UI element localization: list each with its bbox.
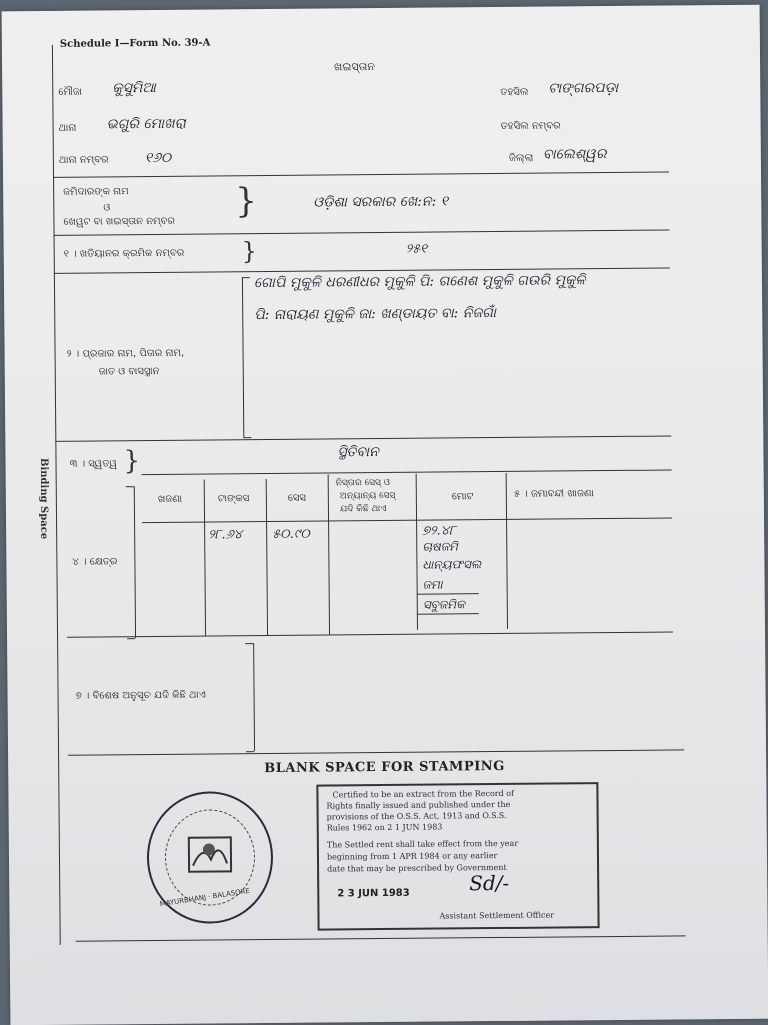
col-sep-3 <box>328 474 330 634</box>
tenant-value-line-1: ଗୋପି ମୁକୁଳି ଧରଣୀଧର ମୁକୁଳି ପି: ଗଣେଶ ମୁକୁଳି ଗଉରି ମୁକୁଳି <box>253 272 586 292</box>
round-seal <box>146 791 273 924</box>
col-sep-5 <box>506 473 508 629</box>
cert-line-4: Rules 1962 on 2 1 JUN 1983 <box>326 822 443 833</box>
brace-status: } <box>123 446 141 477</box>
cell-col-5-line-2: ଚାଷଜମି <box>422 539 459 554</box>
cert-line-1: Certified to be an extract from the Record of <box>332 788 515 800</box>
landlord-label-line-3: ଖେୱଟ ବା ଖଇସ୍ତାନ ନମ୍ବର <box>63 215 176 228</box>
brace-landlord: } <box>235 181 258 222</box>
cert-line-3: provisions of the O.S.S. Act, 1913 and O.S.S. <box>326 810 507 822</box>
rule-table-bottom <box>67 631 673 637</box>
mouza-value: କୁସୁମିଆ <box>112 79 156 97</box>
area-bracket <box>134 486 136 638</box>
seal-text: MAYURBHANJ · BALASORE <box>159 886 251 909</box>
thana-number-value: ୧୬୦ <box>144 149 172 167</box>
brace-khata: } <box>241 237 258 266</box>
col-header-6: ୫ । ଜମାବନ୍ଦୀ ଖାଜଣା <box>513 488 594 500</box>
tenant-label-line-2: ଜାତ ଓ ବାସସ୍ଥାନ <box>98 365 160 378</box>
cell-col-5-line-3: ଧାନ୍ୟଫସଲ <box>422 557 482 572</box>
remarks-bracket <box>253 643 255 751</box>
schedule-heading: Schedule I—Form No. 39-A <box>59 37 211 50</box>
area-label: ୪ । କ୍ଷେତ୍ର <box>72 556 118 568</box>
rule-landlord <box>54 230 670 236</box>
tenant-bracket-bottom <box>243 437 251 438</box>
tahasil-value: ଟାଙ୍ଗରପଡ଼ା <box>548 79 619 97</box>
landlord-value: ଓଡ଼ିଶା ସରକାର ଖେ:ନ: ୧ <box>313 193 449 211</box>
rule-remarks <box>68 749 684 755</box>
landlord-label-line-2: ଓ <box>103 202 111 214</box>
cell-col-5-line-1: ୭୨.୪୮ <box>422 523 456 539</box>
khata-value: ୨୫୧ <box>405 241 428 257</box>
status-value: ସ୍ଥିତିବାନ <box>337 444 379 461</box>
left-border <box>52 45 61 945</box>
cell-col-5-line-4: ଜମା <box>422 577 443 592</box>
tenant-bracket <box>242 277 244 437</box>
binding-space-label: Binding Space <box>38 458 49 540</box>
form-heading: ଖଇସ୍ତାନ <box>334 60 376 74</box>
area-bracket-top <box>126 486 134 487</box>
tenant-value-line-2: ପି: ନାରାୟଣ ମୁକୁଳି ଜା: ଖଣ୍ଡାୟତ ବା: ନିଜଗାଁ <box>254 305 497 324</box>
col-header-4-line-1: ନିସ୍ତାର ସେସ୍ ଓ <box>335 477 390 489</box>
col-header-3: ସେସ <box>287 492 306 504</box>
cert-line-5: The Settled rent shall take effect from the year <box>326 838 519 850</box>
col-sep-4 <box>416 474 418 630</box>
tenant-label-line-1: ୨ । ପ୍ରଜାର ନାମ, ପିତାର ନାମ, <box>66 347 185 360</box>
remarks-bracket-top <box>245 643 253 644</box>
stamp-area-title: BLANK SPACE FOR STAMPING <box>264 758 505 777</box>
cell-col-2: ୨୮.୬୪ <box>208 527 243 543</box>
tahasil-number-label: ତହସିଲ ନମ୍ବର <box>500 120 561 132</box>
landlord-label-line-1: ଜମିଦାରଙ୍କ ନାମ <box>63 186 129 198</box>
cert-line-6: beginning from 1 APR 1984 or any earlier <box>326 851 498 862</box>
col-sep-1 <box>204 480 206 636</box>
document-page <box>2 5 768 1025</box>
area-bracket-bottom <box>127 638 135 639</box>
khata-label: ୧ । ଖତିୟାନର କ୍ରମିକ ନମ୍ବର <box>63 247 185 260</box>
col-header-1: ଖଜଣା <box>157 493 183 505</box>
rule-status <box>142 469 672 475</box>
col-header-2: ଟାଙ୍କସ <box>217 493 250 505</box>
certification-stamp <box>316 782 599 930</box>
cell-col-3: ୫୦.୯୦ <box>272 526 310 542</box>
col-header-5: ମୋଟ <box>451 491 474 503</box>
cert-line-7: date that may be prescribed by Government <box>327 862 507 874</box>
district-label: ଜିଲ୍ଲା <box>508 152 534 164</box>
cell-col-5-underline <box>417 593 479 595</box>
remarks-label: ୭ । ବିଶେଷ ଅନୁସୂଚ ଯଦି କିଛି ଥାଏ <box>75 689 206 702</box>
cert-officer: Assistant Settlement Officer <box>439 910 555 921</box>
thana-number-label: ଥାନା ନମ୍ବର <box>58 154 109 166</box>
status-label: ୩ । ସ୍ୱତ୍ୱ <box>69 458 118 470</box>
col-header-4-line-3: ଯଦି କିଛି ଥାଏ <box>339 503 387 515</box>
tenant-bracket-top <box>242 277 250 278</box>
remarks-bracket-bottom <box>246 751 254 752</box>
rule-bottom <box>76 935 686 941</box>
cert-date: 2 3 JUN 1983 <box>337 887 410 900</box>
rule-header <box>53 172 669 178</box>
rule-tenant <box>55 435 671 441</box>
tahasil-label: ତହସିଲ <box>500 86 529 98</box>
thana-value: ଭଗୁରି ମୋଖରା <box>106 115 186 133</box>
col-header-4-line-2: ଅନ୍ୟାନ୍ୟ ସେସ୍ <box>339 490 396 502</box>
cert-line-2: Rights finally issued and published under the <box>326 799 511 811</box>
mouza-label: ମୌଜା <box>58 86 83 98</box>
cell-col-5-line-5: ସବୁଜମିକ <box>422 597 465 612</box>
col-sep-2 <box>266 479 268 635</box>
thana-label: ଥାନା <box>58 122 77 134</box>
cell-col-5-underline-2 <box>417 613 479 615</box>
district-value: ବାଲେଶ୍ୱର <box>542 146 607 163</box>
rule-table-header <box>142 517 672 523</box>
signature: Sd/- <box>469 870 510 896</box>
